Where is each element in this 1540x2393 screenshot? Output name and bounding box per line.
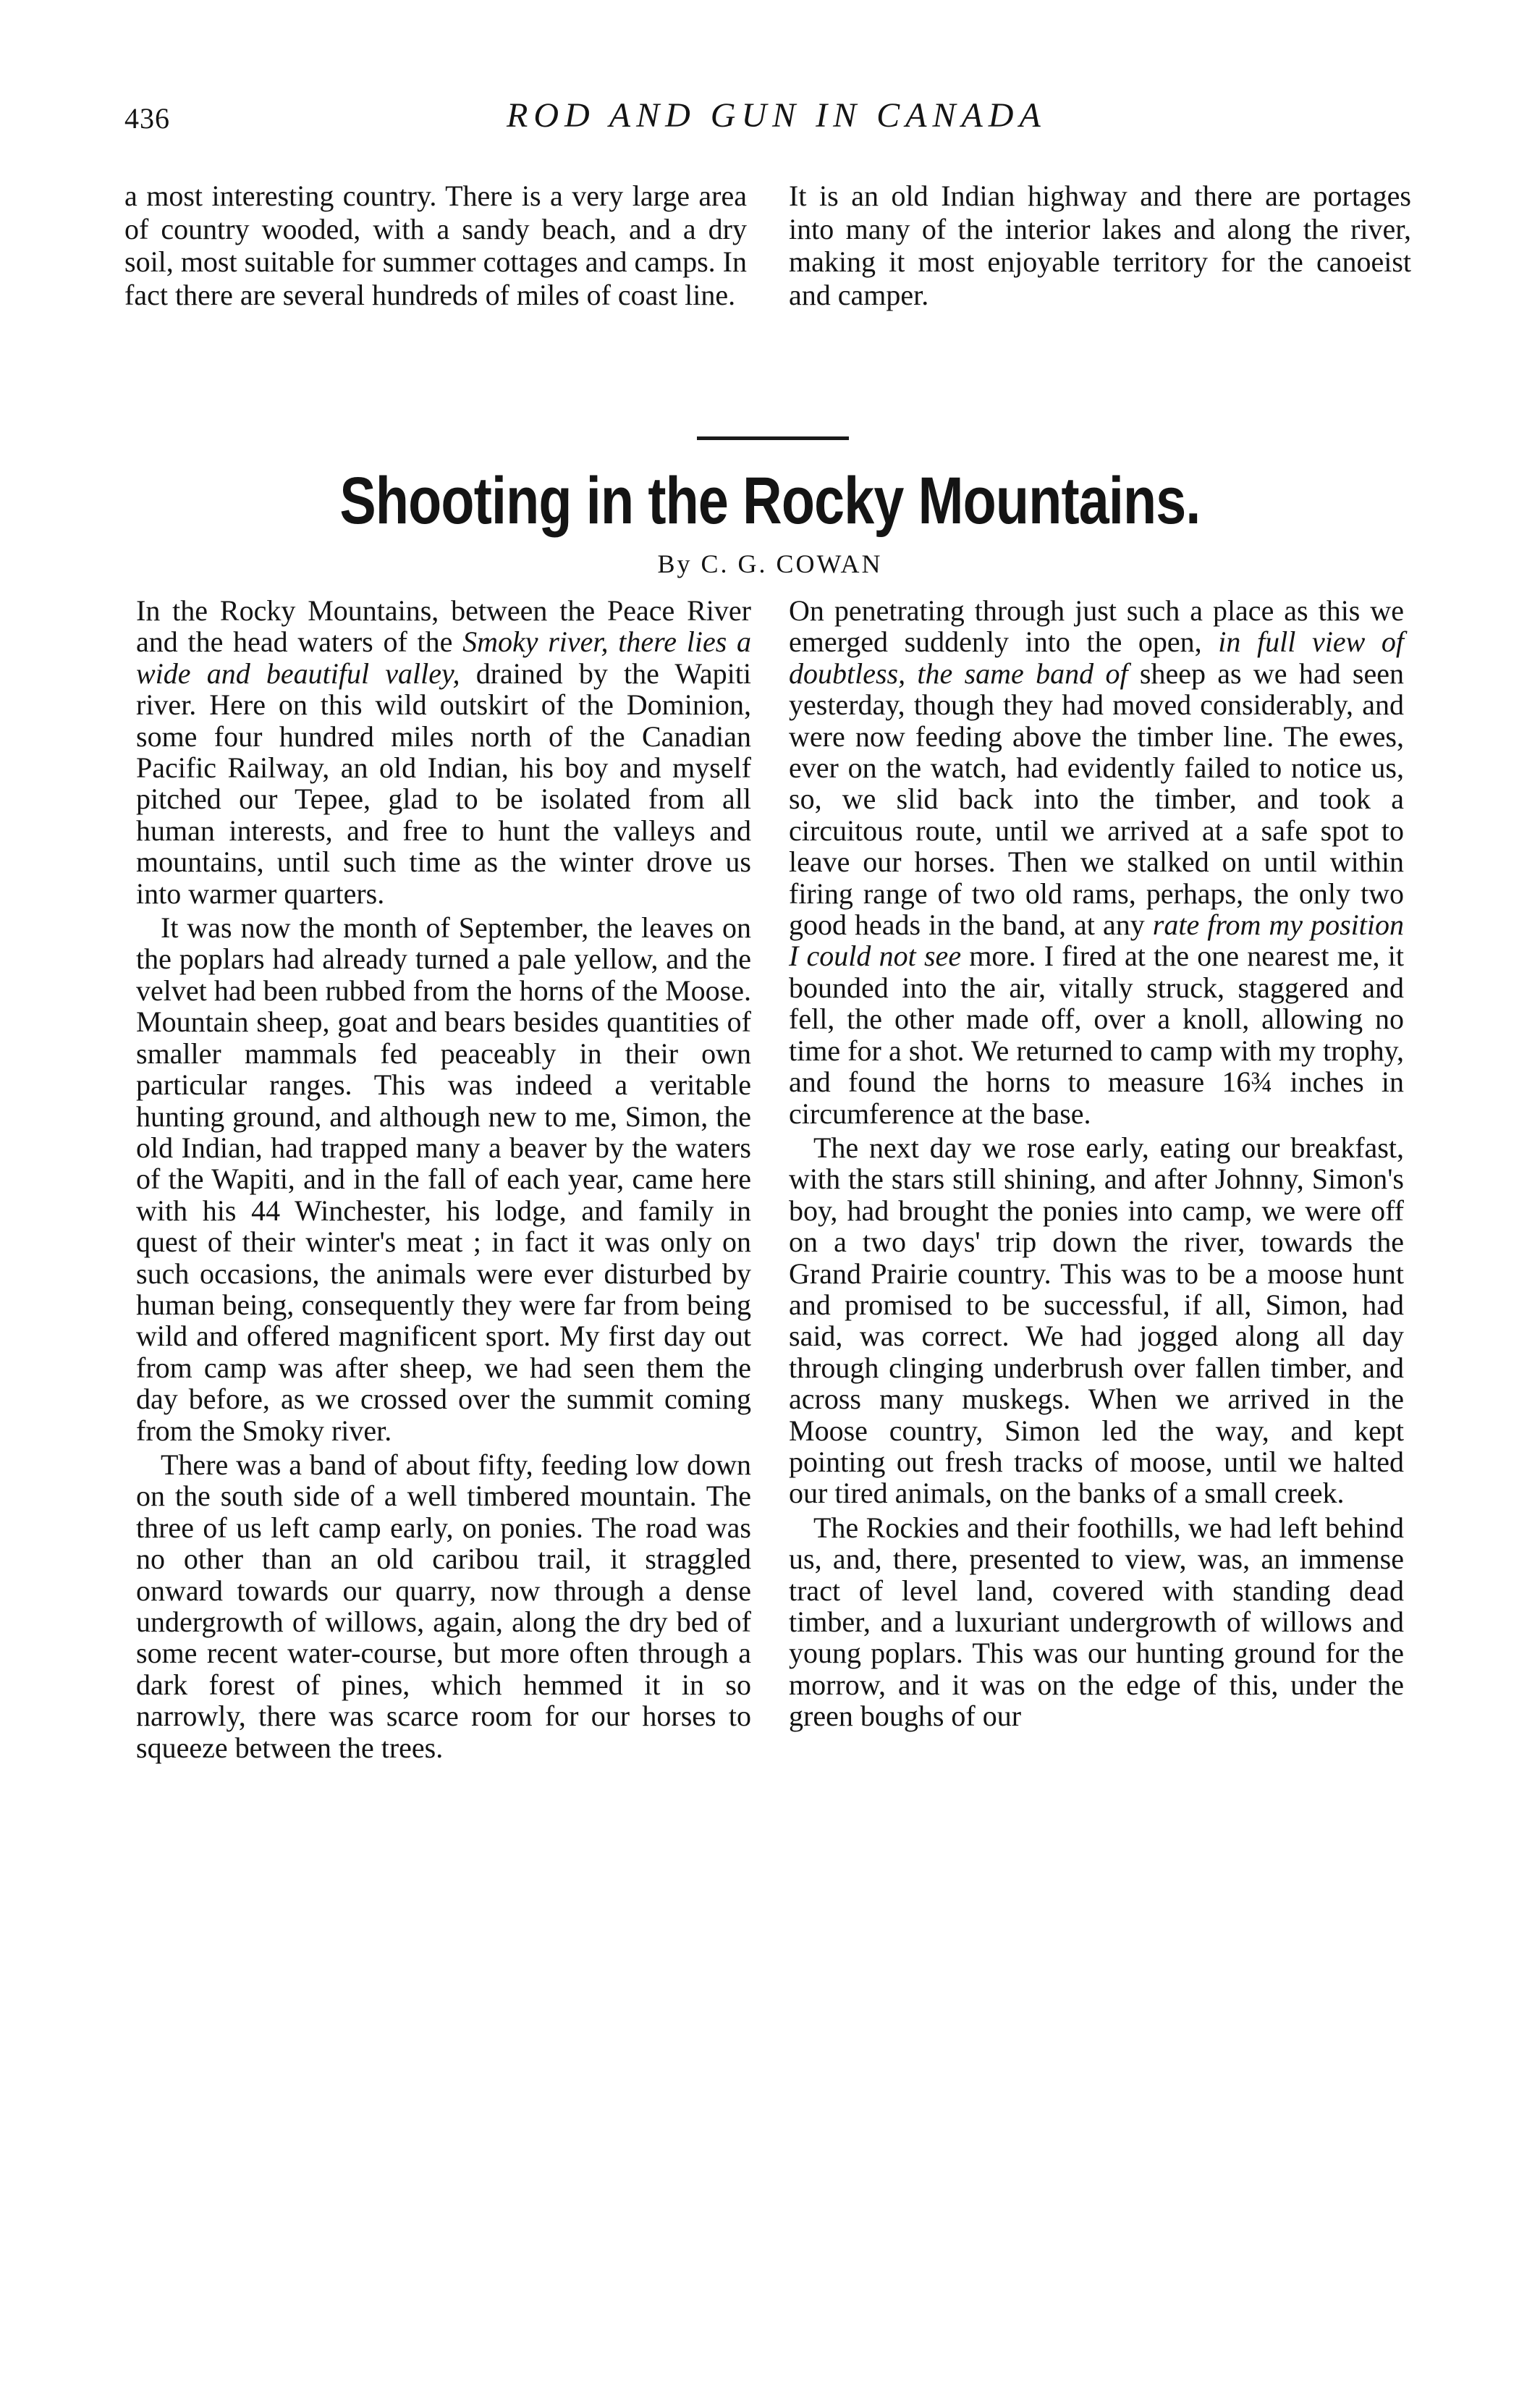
intro-left-paragraph: a most interesting country. There is a very large area of country wooded, with a sandy beach, and a dry soil, most suitable for summer cottages and camps. In fact there are several hundreds of miles of coast line. (124, 180, 747, 311)
paragraph-text: On penetrating through just such a place as this we emerged suddenly into the open, (789, 594, 1404, 659)
article-paragraph: The Rockies and their foothills, we had left behind us, and, there, presented to view, was, an immense tract of level land, covered with standing dead timber, and a luxuriant undergrowth of willows and young poplars. This was our hunting ground for the morrow, and it was on the edge of this, under the green boughs of our (789, 1511, 1404, 1733)
paragraph-text: sheep as we had seen yesterday, though they had moved considerably, and were now feeding above the timber line. The ewes, ever on the watch, had evidently failed to notice us, so, we slid back into the timber, and took a circuitous route, until we arrived at a safe spot to leave our horses. Then we stalked on until within firing range of two old rams, perhaps, the only two good heads in the band, at any (789, 657, 1404, 942)
paragraph-text: In the Rocky Mountains, between the Peace River and the head waters of the (136, 594, 751, 659)
article-right-column (789, 595, 1404, 1732)
intro-left-column (124, 180, 747, 311)
paragraph-italic-text: rate from my position I could not see (789, 908, 1404, 973)
paragraph-text: drained by the Wapiti river. Here on this wild outskirt of the Dominion, some four hundred miles north of the Canadian Pacific Railway, an old Indian, his boy and myself pitched our Tepee, glad to be isolated from all human interests, and free to hunt the valleys and mountains, until such time as the winter drove us into warmer quarters. (136, 657, 751, 910)
intro-right-column (789, 180, 1411, 311)
article-paragraph: The next day we rose early, eating our breakfast, with the stars still shining, and after Johnny, Simon's boy, had brought the ponies into camp, we were off on a two days' trip down the river, towards the Grand Prairie country. This was to be a moose hunt and promised to be successful, if all, Simon, had said, was correct. We had jogged along all day through clinging underbrush over fallen timber, and across many muskegs. When we arrived in the Moose country, Simon led the way, and kept pointing out fresh tracks of moose, until we halted our tired animals, on the banks of a small creek. (789, 1131, 1404, 1510)
article-byline: By C. G. COWAN (657, 549, 883, 578)
article-paragraph: It was now the month of September, the leaves on the poplars had already turned a pale yellow, and the velvet had been rubbed from the horns of the Moose. Mountain sheep, goat and bears besides quantities of smaller mammals fed peaceably in their own particular ranges. This was indeed a veritable hunting ground, and although new to me, Simon, the old Indian, had trapped many a beaver by the waters of the Wapiti, and in the fall of each year, came here with his 44 Winchester, his lodge, and family in quest of their winter's meat ; in fact it was only on such occasions, the animals were ever disturbed by human being, consequently they were far from being wild and offered magnificent sport. My first day out from camp was after sheep, we had seen them the day before, as we crossed over the summit coming from the Smoky river. (136, 911, 751, 1447)
article-paragraph (136, 595, 751, 909)
running-title: ROD AND GUN IN CANADA (507, 96, 1046, 135)
section-divider (697, 436, 849, 440)
intro-right-paragraph: It is an old Indian highway and there are portages into many of the interior lakes and along the river, making it most enjoyable territory for the canoeist and camper. (789, 180, 1411, 311)
paragraph-italic-text: in full view of doubtless, the same band of (789, 625, 1404, 690)
paragraph-italic-text: Smoky river, there lies a wide and beautiful valley, (136, 625, 751, 690)
paragraph-text: more. I fired at the one nearest me, it bounded into the air, vitally struck, staggered and fell, the other made off, over a knoll, allowing no time for a shot. We returned to camp with my trophy, and found the horns to measure 16¾ inches in circumference at the base. (789, 940, 1405, 1130)
page-number: 436 (124, 102, 170, 135)
article-paragraph (789, 595, 1404, 1129)
article-paragraph: There was a band of about fifty, feeding low down on the south side of a well timbered mountain. The three of us left camp early, on ponies. The road was no other than an old caribou trail, it straggled onward towards our quarry, now through a dense undergrowth of willows, again, along the dry bed of some recent water-course, but more often through a dark forest of pines, which hemmed it in so narrowly, there was scarce room for our horses to squeeze between the trees. (136, 1448, 751, 1764)
article-title: Shooting in the Rocky Mountains. (339, 464, 1201, 538)
article-left-column (136, 595, 751, 1763)
